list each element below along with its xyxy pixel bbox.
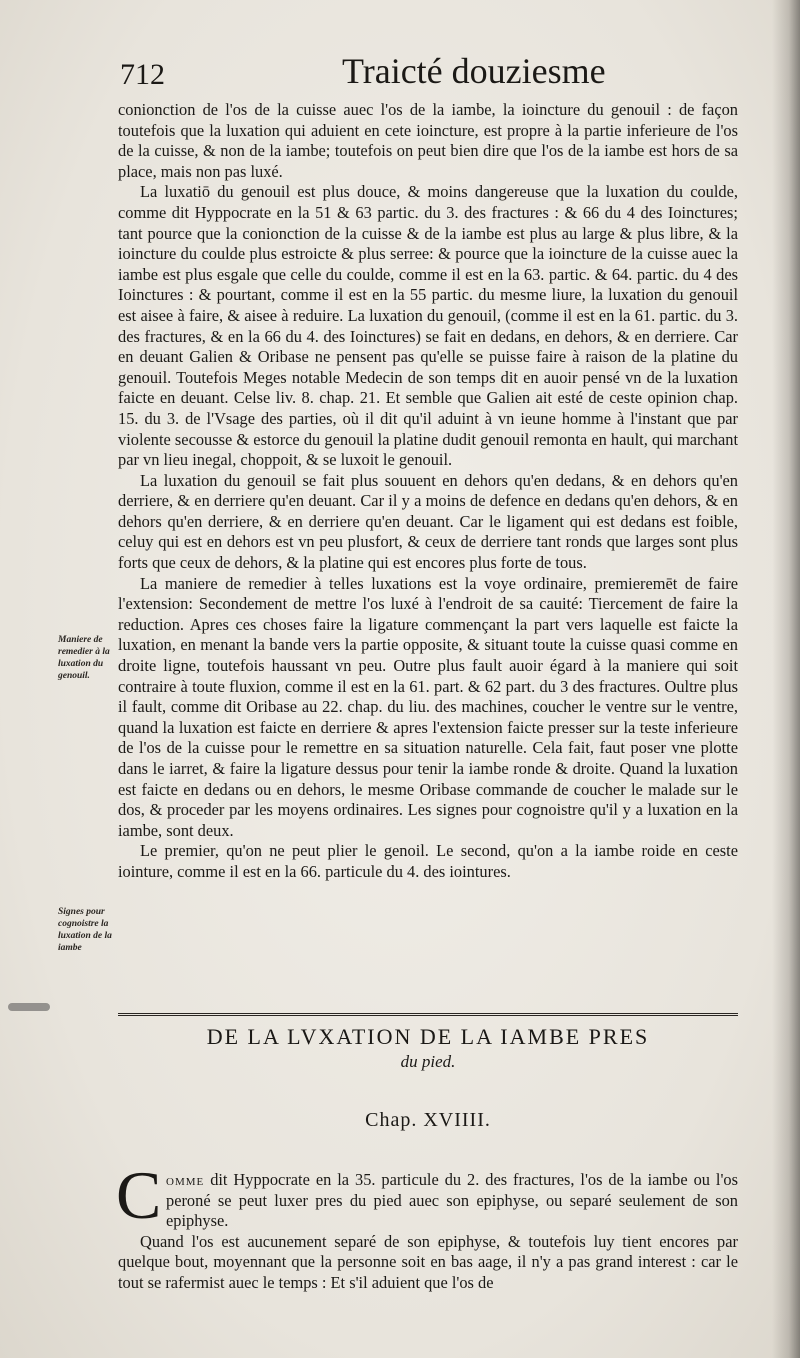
chapter-paragraph-1 xyxy=(118,1170,738,1232)
chapter-text xyxy=(118,1170,738,1294)
running-title: Traicté douziesme xyxy=(342,51,606,91)
drop-cap: C xyxy=(116,1157,162,1233)
page-number: 712 xyxy=(120,58,165,91)
ink-smudge xyxy=(8,1003,50,1011)
chapter-label: Chap. XVIIII. xyxy=(365,1109,491,1131)
section-rule xyxy=(118,1013,738,1016)
book-spine-shadow xyxy=(772,0,800,1358)
chapter-paragraph-1-text: dit Hyppocrate en la 35. particule du 2. des fractures, l'os de la iambe ou l'os peroné se peut luxer pres du pied auec son epiphyse, ou separé seulement de son epiphyse. xyxy=(166,1170,739,1231)
section-heading-continuation: du pied. xyxy=(400,1052,456,1071)
paragraph-5: Le premier, qu'on ne peut plier le genoil. Le second, qu'on a la iambe roide en ceste iointure, comme il est en la 66. particule du 4. des iointures. xyxy=(118,841,738,881)
chapter-paragraph-2: Quand l'os est aucunement separé de son epiphyse, & toutefois luy tient encores par quelque bout, moyennant que la personne soit en bas aage, il n'y a pas grand interest : car le tout se rafermist auec le temps : Et s'il aduient que l'os de xyxy=(118,1231,738,1292)
paragraph-3: La luxation du genouil se fait plus souuent en dehors qu'en dedans, & en dehors qu'en derriere, & en derriere qu'en deuant. Car il y a moins de defence en dedans qu'en dehors, & en dehors qu'en derriere, & en derriere qu'en deuant. Car le ligament qui est dedans est foible, celuy qui est en dehors est vn peu plusfort, & ceux de derriere tant ronds que larges sont plus forts que ceux de dehors, & la platine qui est encores plus forte de tous. xyxy=(118,470,738,573)
page-header xyxy=(120,50,740,100)
paragraph-2: La luxatiō du genouil est plus douce, & moins dangereuse que la luxation du coulde, comme dit Hyppocrate en la 51 & 63 partic. du 3. des fractures : & 66 du 4 des Ioinctures; tant pource que la conionction de la cuisse & de la iambe est plus au large & plus libre, & la ioincture du coulde plus estroicte & plus serree: & pource que la ioincture de la cuisse auec la iambe est plus esgale que celle du coulde, comme il est en la 63. partic. & 64. partic. du 4 des Ioinctures : & pourtant, comme il est en la 55 partic. du mesme liure, la luxation du genouil est aisee à faire, & aisee à reduire. La luxation du genouil, (comme il est en la 61. partic. du 3. des fractures, & en la 66 du 4. des Ioinctures) se fait en dedans, en dehors, & en derriere. Car en deuant Galien & Oribase ne pensent pas qu'elle se puisse faire à raison de la platine du genouil. Toutefois Meges notable Medecin de son temps dit en auoir pensé vn de la luxation faicte en deuant. Celse liv. 8. chap. 21. Et semble que Galien ait esté de ceste opinion chap. 15. du 3. de l'Vsage des parties, où il dit qu'il aduint à vn ieune homme à l'instant que par violente secousse & estorce du genouil la platine dudit genouil remonta en hault, qui marchant par vn lieu inegal, choppoit, & se luxoit le genouil. xyxy=(118,182,738,470)
margin-note-signs: Signes pour cognoistre la luxation de la iambe xyxy=(58,907,112,953)
paragraph-4: La maniere de remedier à telles luxations est la voye ordinaire, premieremēt de faire l'extension: Secondement de mettre l'os luxé à l'endroit de sa cauité: Tiercement de faire la reduction. Apres ces choses faire la ligature commençant la part vers laquelle est faicte la luxation, en menant la bande vers la partie opposite, & situant toute la cuisse quasi comme en droite ligne, toutefois haussant vn peu. Outre plus fault auoir égard à la maniere qui soit contraire à toute fluxion, comme il est en la 61. part. & 62 part. du 3 des fractures. Oultre plus il fault, comme dit Oribase au 22. chap. du liu. des machines, coucher le ventre sur le ventre, quand la luxation est faicte en derriere & apres l'extension faicte presser sur la teste inferieure de l'os de la cuisse pour le remettre en sa situation naturelle. Cela fait, faut poser vne plotte dans le iarret, & faire la ligature dessus pour tenir la iambe ronde & droite. Quand la luxation est faicte en dedans ou en dehors, le mesme Oribase commande de coucher le malade sur le dos, & proceder par les moyens ordinaires. Les signes pour cognoistre qu'il y a luxation en la iambe, sont deux. xyxy=(118,573,738,840)
lead-word: omme xyxy=(166,1170,205,1189)
margin-note-remedy: Maniere de remedier à la luxation du genouil. xyxy=(58,635,110,681)
paragraph-1: conionction de l'os de la cuisse auec l'os de la iambe, la ioincture du genouil : de façon toutefois que la luxation qui aduient en cete ioincture, est propre à la partie inferieure de l'os de la cuisse, & non de la iambe; toutefois on peut bien dire que l'os de la iambe est hors de sa place, mais non pas luxé. xyxy=(118,100,738,181)
body-text xyxy=(118,100,738,883)
section-heading: DE LA LVXATION DE LA IAMBE PRES xyxy=(206,1024,650,1049)
